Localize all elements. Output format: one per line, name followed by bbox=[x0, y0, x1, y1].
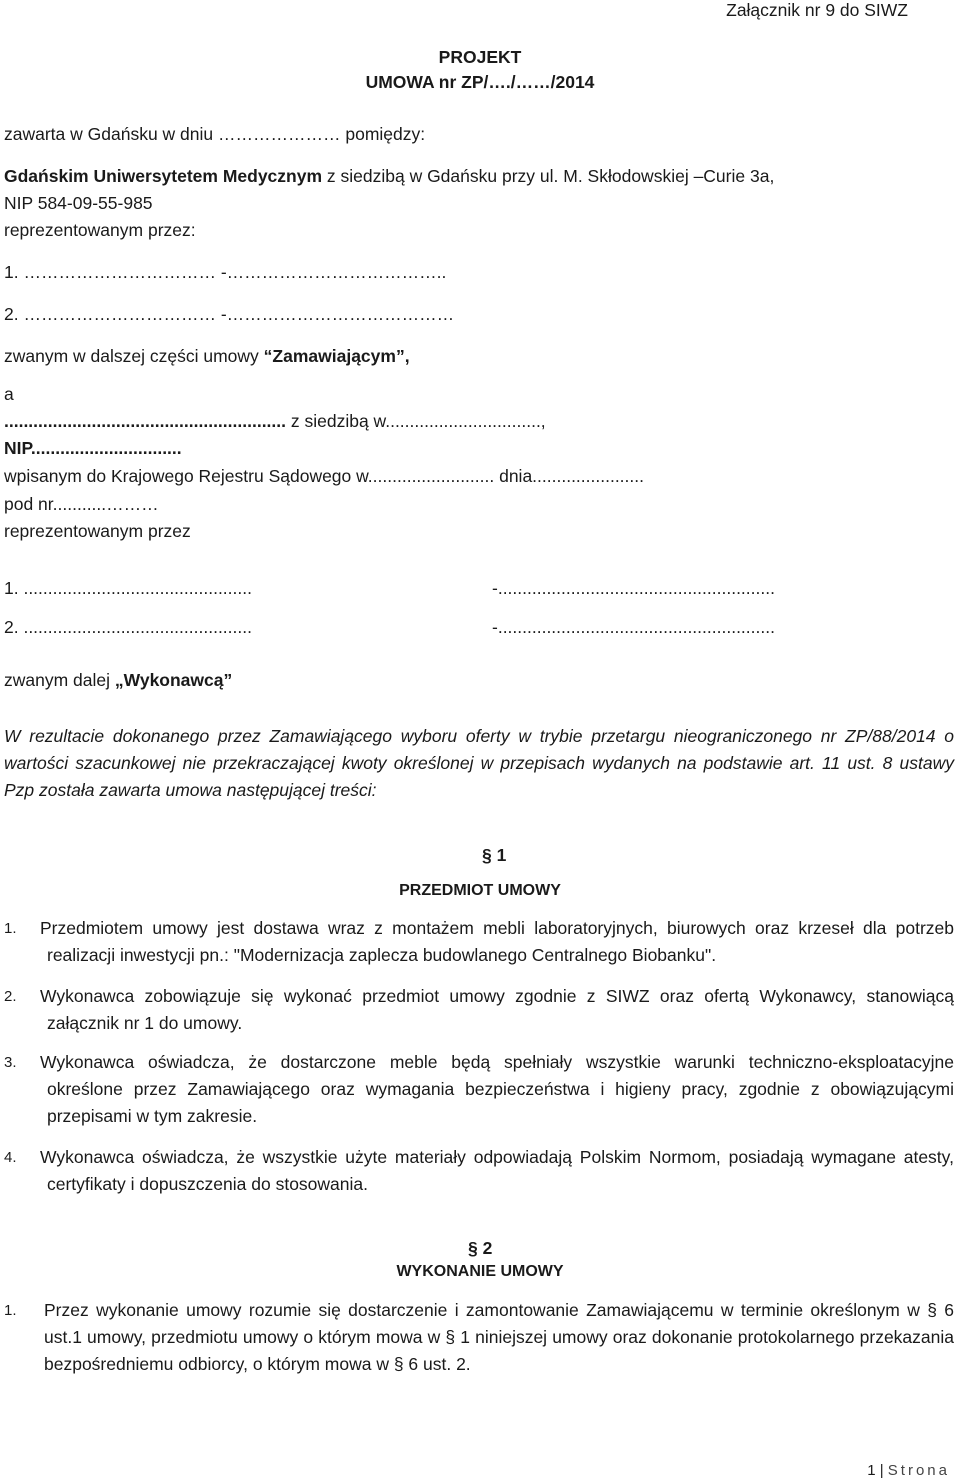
item-number: 1. bbox=[4, 1302, 17, 1319]
party1-called bbox=[4, 346, 410, 366]
item-number: 3. bbox=[4, 1054, 17, 1071]
item-text: Przez wykonanie umowy rozumie się dostarczenie i zamontowanie Zamawiającemu w terminie określonym w § 6 ust.1 umowy, przedmiotu umowy o którym mowa w § 1 niniejszej umowy oraz dokonanie protokolarnego przekazania bezpośredniemu odbiorcy, o którym mowa w § 6 ust. 2. bbox=[44, 1300, 954, 1374]
party1-line bbox=[4, 166, 774, 186]
party1-called-prefix: zwanym w dalszej części umowy bbox=[4, 346, 264, 366]
page-separator: | bbox=[875, 1462, 888, 1479]
attachment-note: Załącznik nr 9 do SIWZ bbox=[726, 0, 908, 20]
party2-called-name: „Wykonawcą” bbox=[114, 670, 233, 690]
page-word: Strona bbox=[887, 1462, 950, 1479]
party2-line1 bbox=[4, 411, 546, 431]
party2-register-number: pod nr...........……… bbox=[4, 494, 159, 514]
item-number: 4. bbox=[4, 1149, 17, 1166]
section1-number: § 1 bbox=[482, 845, 507, 865]
item-number: 2. bbox=[4, 988, 17, 1005]
party1-address: z siedzibą w Gdańsku przy ul. M. Skłodowskiej –Curie 3a, bbox=[322, 166, 775, 186]
party1-representative-1: 1. …………………………… -……………………………….. bbox=[4, 262, 447, 282]
project-label: PROJEKT bbox=[438, 47, 522, 67]
party2-representatives-label: reprezentowanym przez bbox=[4, 521, 191, 541]
and-word: a bbox=[4, 384, 14, 404]
section2-item bbox=[4, 1297, 954, 1378]
concluded-line: zawarta w Gdańsku w dniu ………………… pomiędzy: bbox=[4, 124, 426, 144]
item-text: Wykonawca oświadcza, że wszystkie użyte materiały odpowiadają Polskim Normom, posiadają wymagane atesty, certyfikaty i dopuszczenia do stosowania. bbox=[40, 1147, 954, 1194]
party2-representative-2-name: 2. ............................................... bbox=[4, 617, 252, 637]
item-text: Wykonawca zobowiązuje się wykonać przedmiot umowy zgodnie z SIWZ oraz ofertą Wykonawcy, stanowiącą załącznik nr 1 do umowy. bbox=[40, 986, 954, 1033]
party2-krs: wpisanym do Krajowego Rejestru Sądowego w.......................... dnia....................... bbox=[4, 466, 644, 486]
preamble: W rezultacie dokonanego przez Zamawiającego wyboru oferty w trybie przetargu nieograniczonego nr ZP/88/2014 o wartości szacunkowej nie przekraczającej kwoty określonej w przepisach wydanych na podstawie art. 11 ust. 8 ustawy Pzp została zawarta umowa następującej treści: bbox=[4, 726, 954, 800]
section1-item bbox=[4, 1144, 954, 1198]
party2-name-placeholder: .......................................................... bbox=[4, 411, 286, 431]
section1-item bbox=[4, 983, 954, 1037]
party1-called-name: “Zamawiającym”, bbox=[263, 346, 410, 366]
party1-nip: NIP 584-09-55-985 bbox=[4, 193, 153, 213]
party1-representative-2: 2. …………………………… -………………………………… bbox=[4, 304, 455, 324]
section2-title: WYKONANIE UMOWY bbox=[396, 1263, 564, 1280]
section2-number: § 2 bbox=[468, 1238, 493, 1258]
party2-called bbox=[4, 670, 232, 690]
party1-name: Gdańskim Uniwersytetem Medycznym bbox=[4, 166, 323, 186]
party2-representative-1-name: 1. ............................................... bbox=[4, 578, 252, 598]
section1-item bbox=[4, 915, 954, 969]
section1-title: PRZEDMIOT UMOWY bbox=[399, 882, 561, 899]
party1-representatives-label: reprezentowanym przez: bbox=[4, 220, 196, 240]
party2-seat: z siedzibą w................................, bbox=[286, 411, 546, 431]
item-number: 1. bbox=[4, 920, 17, 937]
item-text: Wykonawca oświadcza, że dostarczone meble będą spełniały wszystkie warunki techniczno-eksploatacyjne określone przez Zamawiającego oraz wymagania bezpieczeństwa i higieny pracy, zgodnie z obowiązującymi przepisami w tym zakresie. bbox=[40, 1052, 954, 1126]
page-number: 1 bbox=[867, 1462, 876, 1479]
party2-nip: NIP............................... bbox=[4, 438, 182, 458]
party2-representative-2-role: -......................................................... bbox=[492, 617, 775, 637]
party2-representative-1-role: -......................................................... bbox=[492, 578, 775, 598]
section1-item bbox=[4, 1049, 954, 1130]
page-footer bbox=[867, 1462, 950, 1479]
item-text: Przedmiotem umowy jest dostawa wraz z montażem mebli laboratoryjnych, biurowych oraz krzeseł dla potrzeb realizacji inwestycji pn.: "Modernizacja zaplecza budowlanego Centralnego Biobanku". bbox=[40, 918, 954, 965]
contract-number: UMOWA nr ZP/…./……/2014 bbox=[365, 72, 595, 92]
party2-called-prefix: zwanym dalej bbox=[4, 670, 115, 690]
